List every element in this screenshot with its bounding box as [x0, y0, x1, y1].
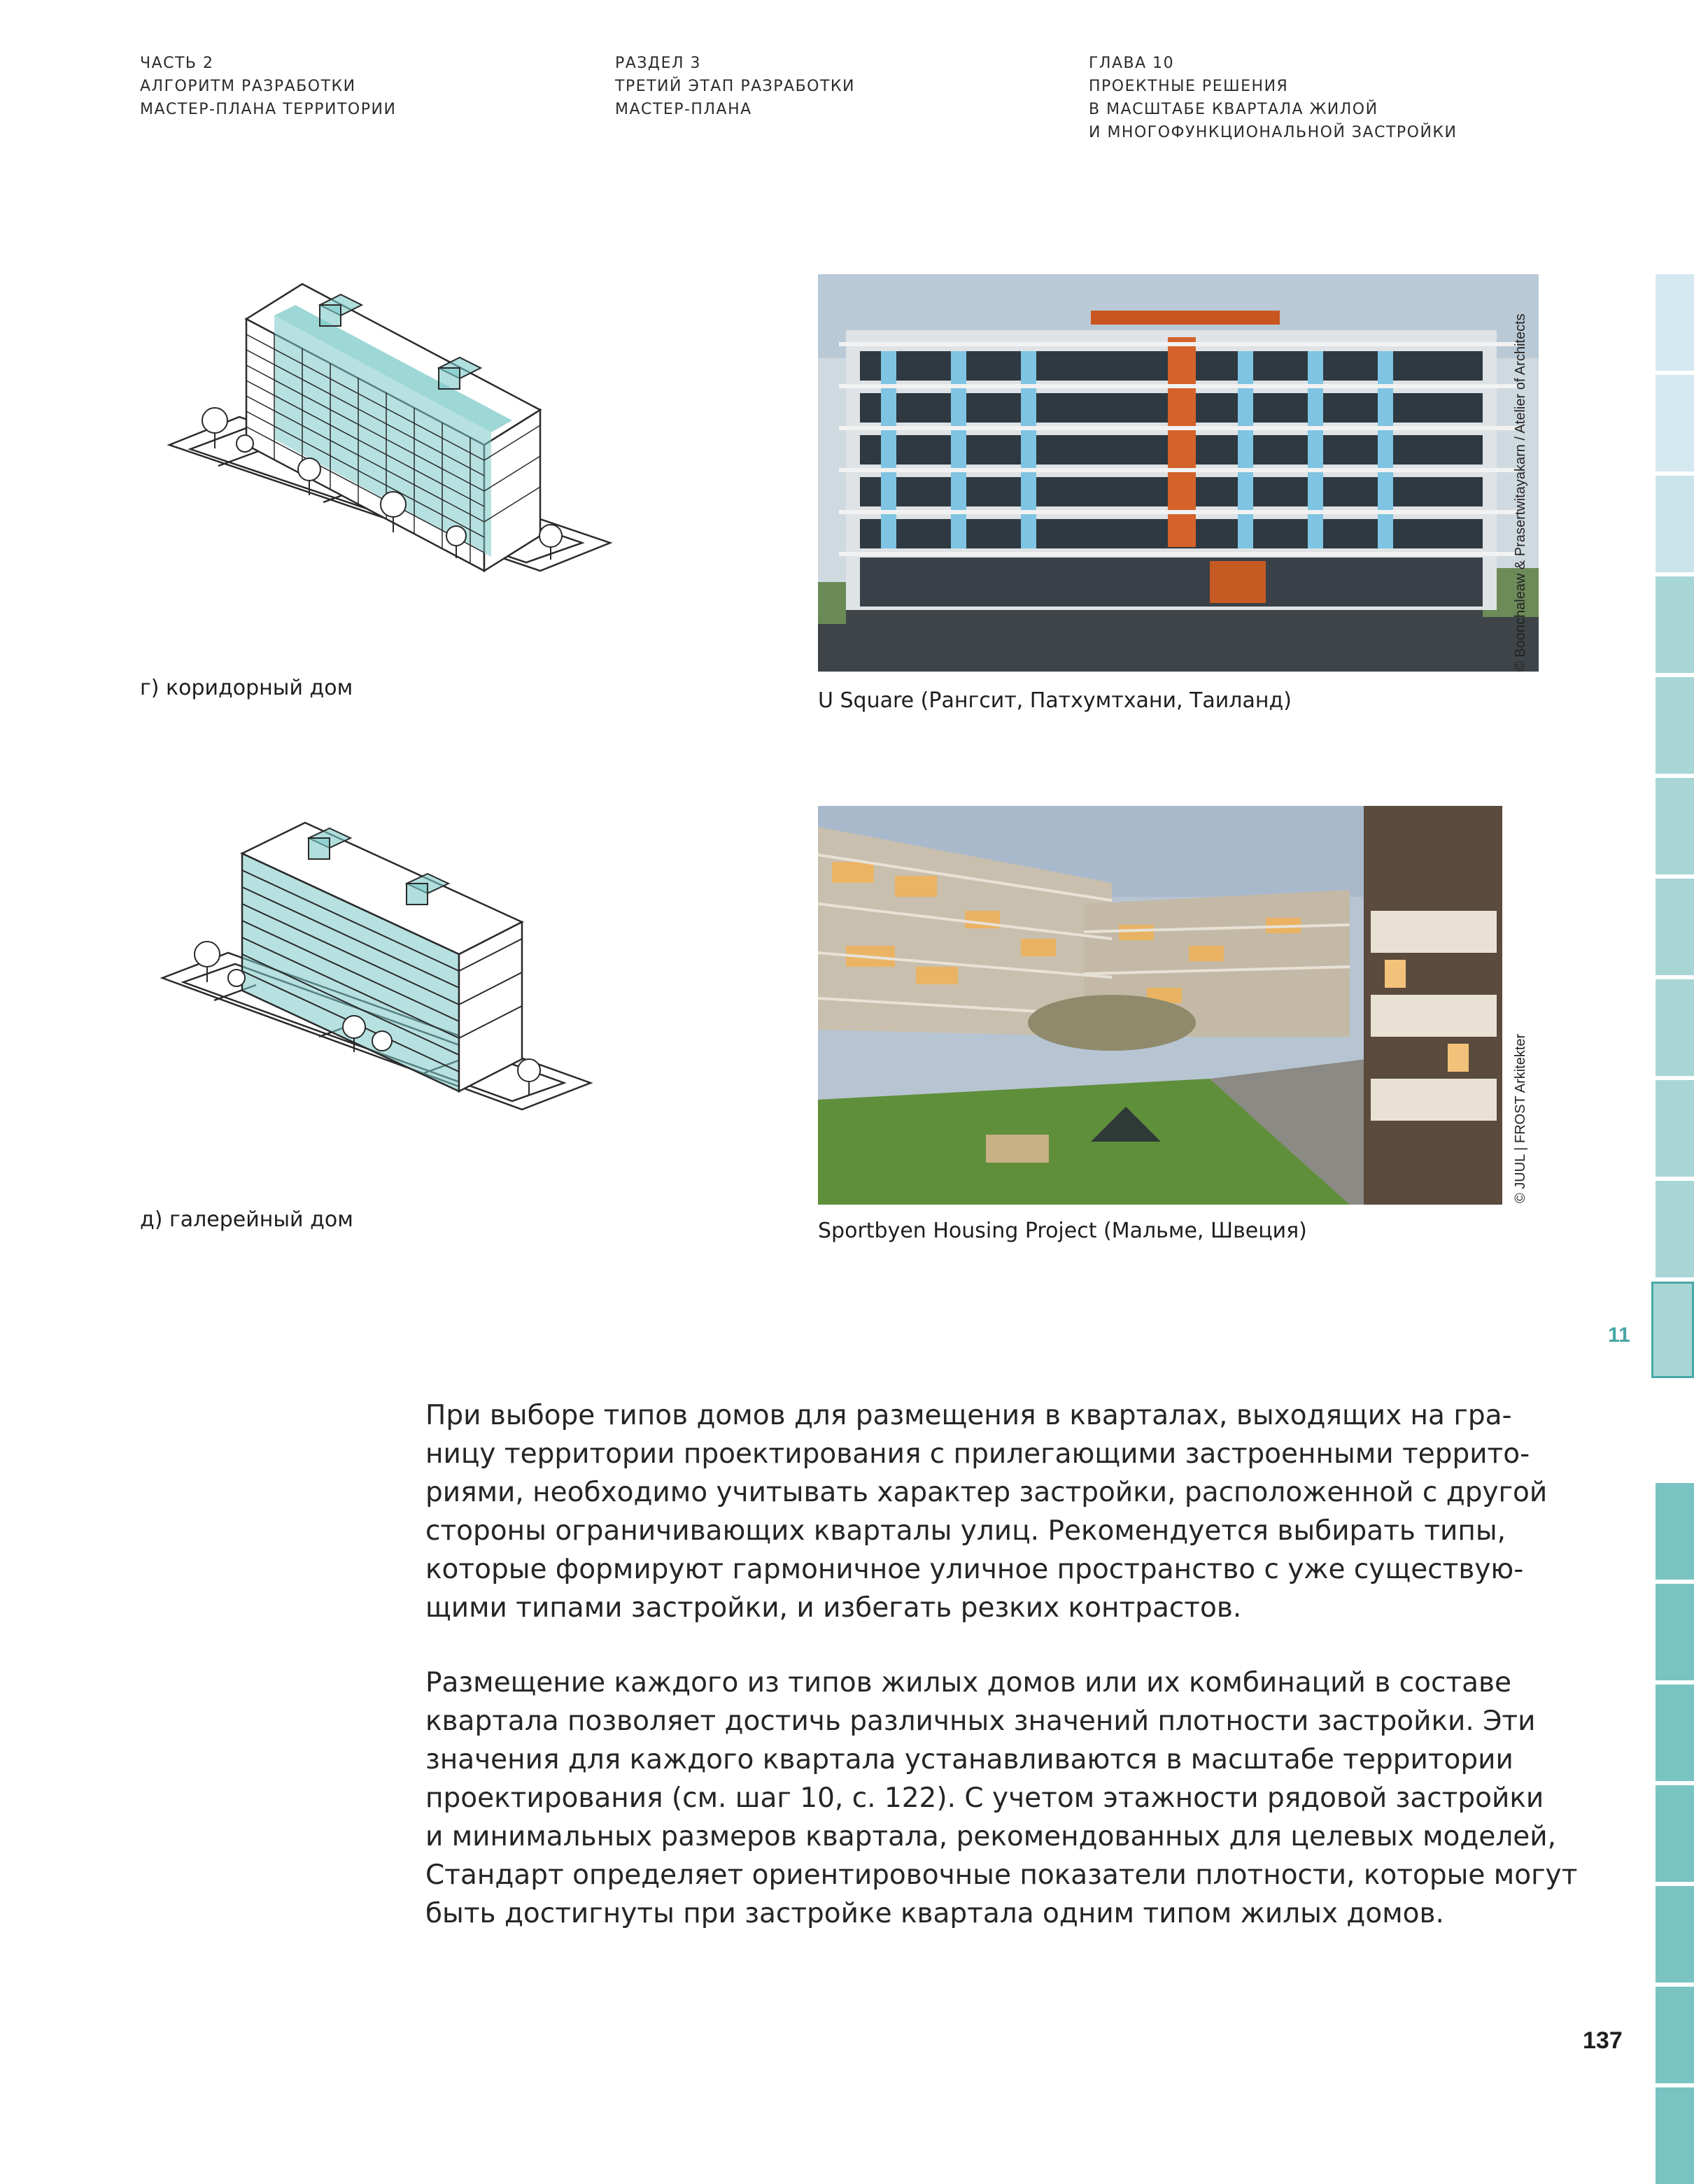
corridor-house-caption: г) коридорный дом: [140, 676, 353, 700]
chapter-tab[interactable]: [1656, 1080, 1694, 1177]
chapter-tab[interactable]: [1656, 576, 1694, 673]
chapter-tab[interactable]: [1656, 274, 1694, 371]
chapter-tab-active[interactable]: [1651, 1282, 1694, 1378]
chapter-tab[interactable]: [1656, 1483, 1694, 1580]
u-square-photo-credit: © Boonchaleaw & Prasertwitayakarn / Atelier of Architects: [1513, 313, 1528, 672]
body-paragraph-2: Размещение каждого из типов жилых домов или их комбинаций в составе квартала позволяет достичь различных значений плотности застройки. Эти значения для каждого квартала устанавливаются в масштабе территории проектирования (см. шаг 10, с. 122). С учетом этажности рядовой застройки и минимальных размеров квартала, рекомендованных для целевых моделей, Стандарт определяет ориентировочные показатели плотности, которые могут быть достигнуты при застройке квартала одним типом жилых домов.: [425, 1667, 1578, 1929]
chapter-tab-label: 11: [1608, 1324, 1630, 1347]
body-paragraph-1: При выборе типов домов для размещения в кварталах, выходящих на гра- ницу территории проектирования с прилегающими застроенными террито- риями, необходимо учитывать характер застройки, расположенной с другой стороны ограничивающих кварталы улиц. Рекомендуется выбирать типы, которые формируют гармоничное уличное пространство с уже существую- щими типами застройки, и избегать резких контрастов.: [425, 1400, 1548, 1624]
chapter-tab[interactable]: [1656, 1685, 1694, 1781]
page-number: 137: [1583, 2027, 1623, 2054]
chapter-tab[interactable]: [1656, 1987, 1694, 2083]
chapter-tab[interactable]: [1656, 1886, 1694, 1983]
chapter-tab[interactable]: [1656, 677, 1694, 774]
chapter-tab[interactable]: [1656, 1584, 1694, 1680]
chapter-tab[interactable]: [1656, 979, 1694, 1076]
chapter-tab[interactable]: [1656, 2087, 1694, 2184]
sportbyen-caption: Sportbyen Housing Project (Мальме, Швеция): [818, 1219, 1307, 1243]
sportbyen-photo-credit: © JUUL | FROST Arkitekter: [1513, 1033, 1528, 1203]
u-square-caption: U Square (Рангсит, Патхумтхани, Таиланд): [818, 688, 1292, 713]
chapter-tab[interactable]: [1656, 1181, 1694, 1277]
corridor-house-diagram: [162, 277, 619, 628]
gallery-house-caption: д) галерейный дом: [140, 1207, 353, 1232]
chapter-tab[interactable]: [1656, 1382, 1694, 1479]
header-section: РАЗДЕЛ 3 ТРЕТИЙ ЭТАП РАЗРАБОТКИ МАСТЕР-ПЛАНА: [615, 55, 855, 118]
sportbyen-photo: [818, 806, 1502, 1205]
gallery-house-diagram: [158, 817, 595, 1163]
chapter-tab[interactable]: [1656, 879, 1694, 975]
header-part: ЧАСТЬ 2 АЛГОРИТМ РАЗРАБОТКИ МАСТЕР-ПЛАНА ТЕРРИТОРИИ: [140, 55, 397, 118]
u-square-photo: [818, 274, 1539, 672]
chapter-tab[interactable]: [1656, 778, 1694, 874]
chapter-tab[interactable]: [1656, 1785, 1694, 1882]
chapter-tab[interactable]: [1656, 375, 1694, 471]
header-chapter: ГЛАВА 10 ПРОЕКТНЫЕ РЕШЕНИЯ В МАСШТАБЕ КВАРТАЛА ЖИЛОЙ И МНОГОФУНКЦИОНАЛЬНОЙ ЗАСТРОЙКИ: [1089, 55, 1457, 141]
chapter-tab[interactable]: [1656, 476, 1694, 572]
